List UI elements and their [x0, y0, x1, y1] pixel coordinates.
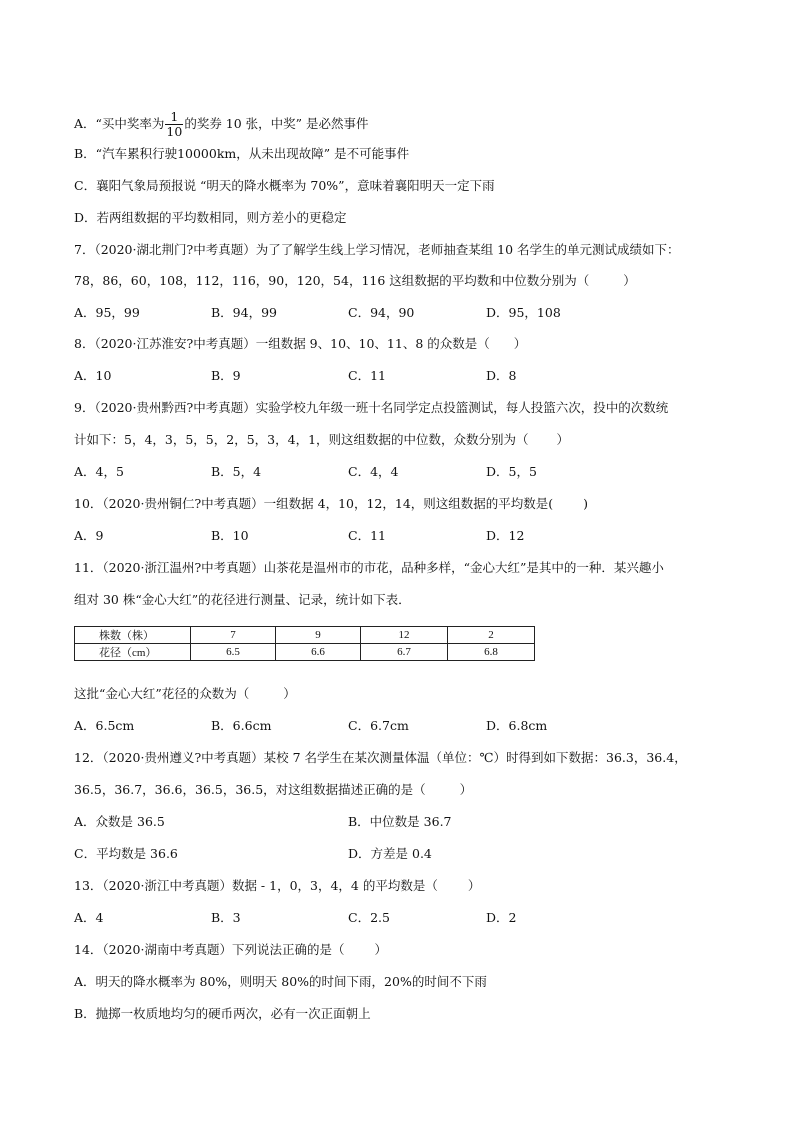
q9-stem-line1: 9．（2020·贵州黔西?中考真题）实验学校九年级一班十名同学定点投篮测试，每人投篮六次，投中的次数统	[74, 400, 669, 415]
q6-option-b: B．“汽车累积行驶10000km，从未出现故障” 是不可能事件	[74, 146, 410, 161]
q11-option-a: A．6.5cm	[74, 718, 135, 733]
q6-a-text-pre: A．“买中奖率为	[74, 116, 165, 131]
q12-option-c: C．平均数是 36.6	[74, 846, 178, 861]
q12-stem-line1: 12．（2020·贵州遵义?中考真题）某校 7 名学生在某次测量体温（单位：℃）时得到如下数据：36.3，36.4，	[74, 750, 687, 765]
table-cell: 6.7	[361, 644, 448, 661]
q7-stem-line2: 78，86，60，108，112，116，90，120，54，116 这组数据的平均数和中位数分别为（ ）	[74, 273, 636, 288]
q8-option-a: A．10	[74, 368, 112, 383]
q13-option-a: A．4	[74, 910, 104, 925]
q7-option-c: C．94，90	[348, 305, 415, 320]
table-cell: 6.5	[191, 644, 276, 661]
table-cell: 6.8	[448, 644, 535, 661]
table-cell: 6.6	[276, 644, 361, 661]
table-cell: 9	[276, 627, 361, 644]
table-row	[75, 627, 535, 644]
q11-data-table	[74, 626, 535, 661]
table-cell: 2	[448, 627, 535, 644]
q11-stem-line2: 组对 30 株“金心大红”的花径进行测量、记录，统计如下表．	[74, 592, 411, 607]
q6-option-a	[74, 110, 369, 139]
q9-option-b: B．5，4	[211, 464, 262, 479]
q12-stem-line2: 36.5，36.7，36.6，36.5，36.5，对这组数据描述正确的是（ ）	[74, 782, 473, 797]
q7-option-b: B．94，99	[211, 305, 277, 320]
q14-stem: 14．（2020·湖南中考真题）下列说法正确的是（ ）	[74, 942, 387, 957]
q13-option-b: B．3	[211, 910, 241, 925]
q8-option-b: B．9	[211, 368, 241, 383]
q11-option-c: C．6.7cm	[348, 718, 409, 733]
q7-option-a: A．95，99	[74, 305, 140, 320]
q14-option-b: B．抛掷一枚质地均匀的硬币两次，必有一次正面朝上	[74, 1006, 371, 1021]
q11-stem-line1: 11．（2020·浙江温州?中考真题）山茶花是温州市的市花，品种多样，“金心大红”是其中的一种．某兴趣小	[74, 560, 664, 575]
q11-option-d: D．6.8cm	[486, 718, 548, 733]
q12-option-d: D．方差是 0.4	[348, 846, 432, 861]
table-cell: 株数（株）	[75, 627, 191, 644]
table-cell: 7	[191, 627, 276, 644]
q13-stem: 13．（2020·浙江中考真题）数据 - 1，0，3，4，4 的平均数是（ ）	[74, 878, 481, 893]
q12-option-b: B．中位数是 36.7	[348, 814, 452, 829]
q13-option-d: D．2	[486, 910, 517, 925]
q10-stem: 10．（2020·贵州铜仁?中考真题）一组数据 4，10，12，14，则这组数据的平均数是( )	[74, 496, 589, 511]
q12-option-a: A．众数是 36.5	[74, 814, 165, 829]
q10-option-a: A．9	[74, 528, 104, 543]
q7-stem-line1: 7．（2020·湖北荆门?中考真题）为了了解学生线上学习情况，老师抽查某组 10 名学生的单元测试成绩如下：	[74, 242, 680, 257]
table-cell: 12	[361, 627, 448, 644]
q8-option-d: D．8	[486, 368, 517, 383]
q11-stem-line3: 这批“金心大红”花径的众数为（ ）	[74, 686, 296, 701]
q13-option-c: C．2.5	[348, 910, 390, 925]
q10-option-b: B．10	[211, 528, 249, 543]
q9-option-d: D．5，5	[486, 464, 537, 479]
q6-a-text-post: 的奖券 10 张，中奖” 是必然事件	[184, 116, 369, 131]
fraction: $\frac{1}{10}$	[166, 109, 183, 139]
q6-option-c: C．襄阳气象局预报说 “明天的降水概率为 70%”，意味着襄阳明天一定下雨	[74, 178, 495, 193]
q8-option-c: C．11	[348, 368, 386, 383]
q14-option-a: A．明天的降水概率为 80%，则明天 80%的时间下雨，20%的时间不下雨	[74, 974, 487, 989]
q8-stem: 8．（2020·江苏淮安?中考真题）一组数据 9、10、10、11、8 的众数是（ ）	[74, 336, 527, 351]
q9-stem-line2: 计如下：5，4，3，5，5，2，5，3，4，1，则这组数据的中位数，众数分别为（ ）	[74, 432, 570, 447]
q9-option-a: A．4，5	[74, 464, 124, 479]
table-row	[75, 644, 535, 661]
table-cell: 花径（cm）	[75, 644, 191, 661]
q10-option-c: C．11	[348, 528, 386, 543]
q6-option-d: D．若两组数据的平均数相同，则方差小的更稳定	[74, 210, 347, 225]
q7-option-d: D．95，108	[486, 305, 561, 320]
q11-option-b: B．6.6cm	[211, 718, 272, 733]
q10-option-d: D．12	[486, 528, 525, 543]
q9-option-c: C．4，4	[348, 464, 399, 479]
